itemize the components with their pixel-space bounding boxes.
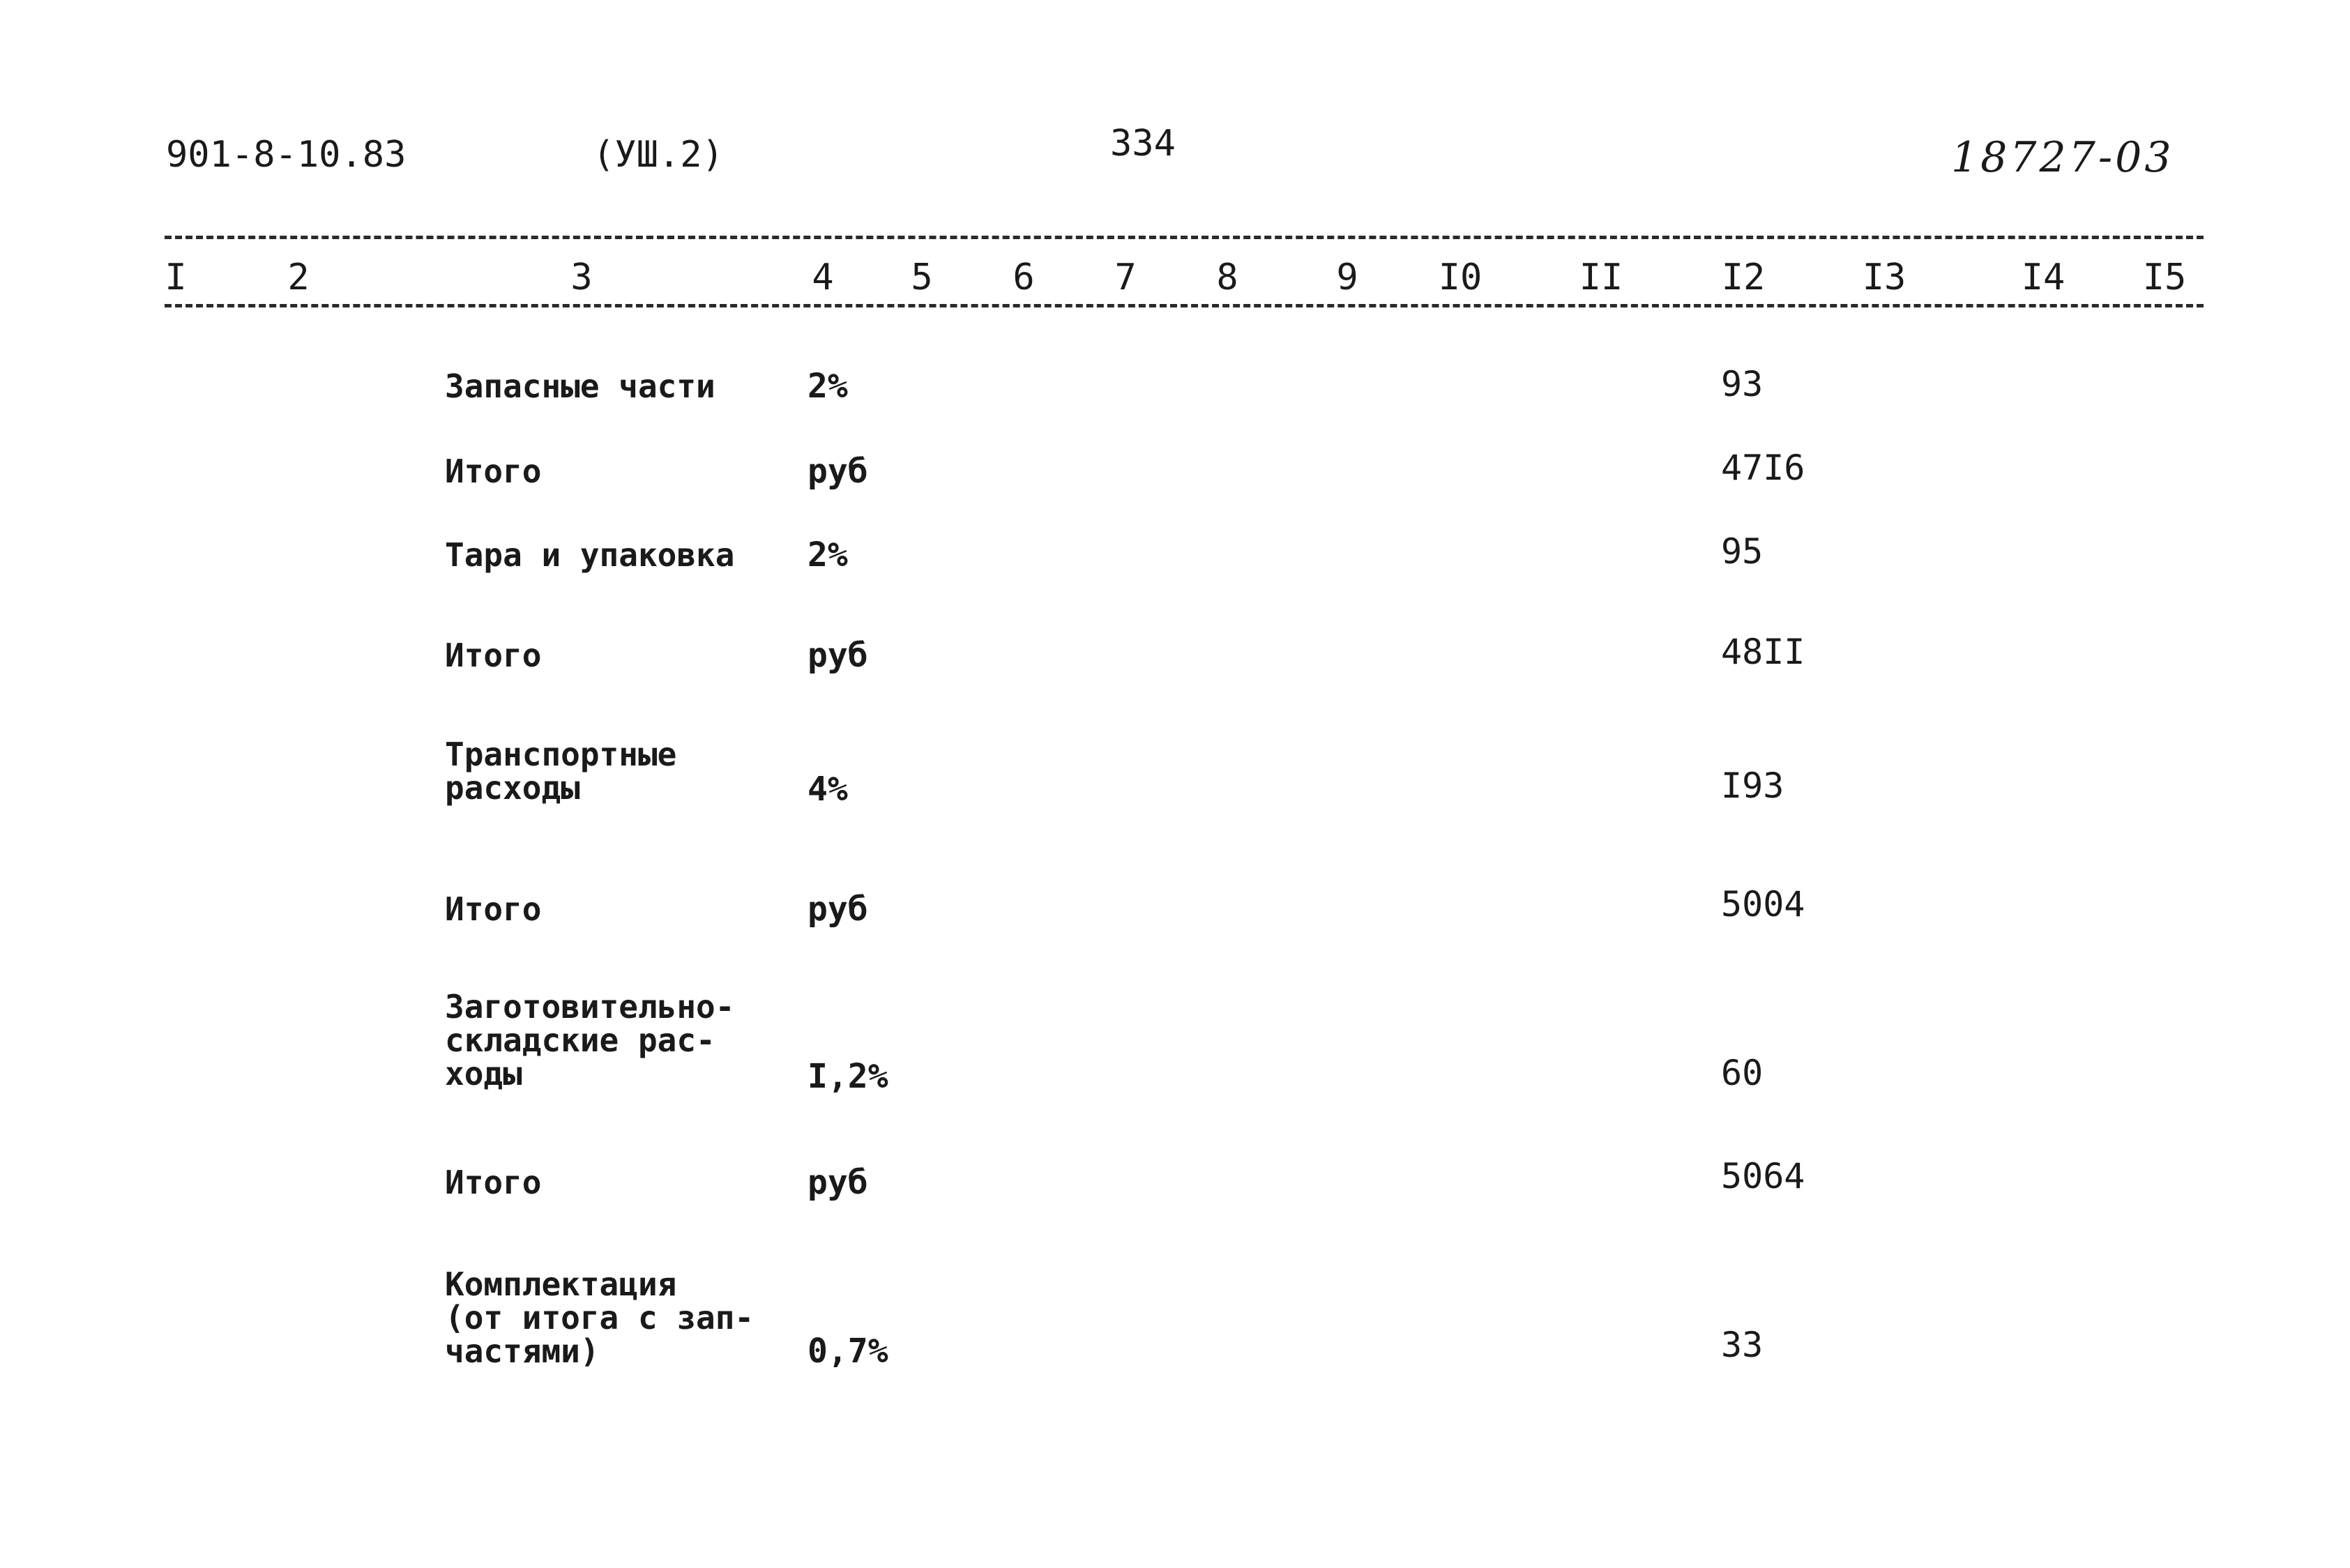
column-number: I3 <box>1862 257 1906 298</box>
column-number: I5 <box>2142 257 2187 298</box>
column-number: 9 <box>1336 257 1358 298</box>
column-header-top-rule <box>165 236 2204 239</box>
row-label: Итого <box>445 452 542 490</box>
column-number: 5 <box>911 257 933 298</box>
column-number: 4 <box>812 257 834 298</box>
column-header-bottom-rule <box>165 304 2204 307</box>
row-amount: 5004 <box>1721 884 1805 924</box>
row-unit: 4% <box>808 770 848 809</box>
column-number: 3 <box>570 257 593 298</box>
row-amount: 33 <box>1721 1325 1764 1365</box>
row-label: Тара и упаковка <box>445 536 735 574</box>
column-number: 8 <box>1216 257 1238 298</box>
row-amount: 93 <box>1721 364 1764 404</box>
row-unit: 0,7% <box>808 1332 888 1371</box>
section-reference: (УШ.2) <box>593 134 724 176</box>
row-label: Запасные части <box>445 367 715 405</box>
row-unit: I,2% <box>808 1057 888 1096</box>
row-unit: руб <box>808 1163 868 1202</box>
row-unit: 2% <box>808 535 848 574</box>
row-amount: 60 <box>1721 1053 1764 1093</box>
document-code: 901-8-10.83 <box>166 134 407 176</box>
column-number: I2 <box>1721 257 1766 298</box>
row-amount: 95 <box>1721 531 1764 572</box>
row-amount: 5064 <box>1721 1156 1805 1196</box>
row-unit: 2% <box>808 367 848 406</box>
row-amount: 47I6 <box>1721 448 1805 488</box>
page-number: 334 <box>1110 123 1176 165</box>
row-label: Итого <box>445 1164 542 1201</box>
column-number: 7 <box>1114 257 1137 298</box>
row-label: Комплектация (от итога с зап- частями) <box>445 1265 755 1370</box>
row-label: Заготовительно- складские рас- ходы <box>445 988 735 1093</box>
row-unit: руб <box>808 636 868 675</box>
column-number: I <box>165 257 187 298</box>
row-amount: 48II <box>1721 632 1805 672</box>
row-label: Итого <box>445 890 542 928</box>
archive-number: 18727-03 <box>1951 133 2174 182</box>
column-number: I0 <box>1438 257 1483 298</box>
column-number: I4 <box>2021 257 2065 298</box>
column-number: II <box>1579 257 1623 298</box>
column-number: 6 <box>1013 257 1035 298</box>
column-number: 2 <box>287 257 310 298</box>
row-unit: руб <box>808 452 868 491</box>
row-amount: I93 <box>1721 766 1784 806</box>
row-label: Транспортные расходы <box>445 736 677 807</box>
row-unit: руб <box>808 890 868 929</box>
row-label: Итого <box>445 637 542 674</box>
